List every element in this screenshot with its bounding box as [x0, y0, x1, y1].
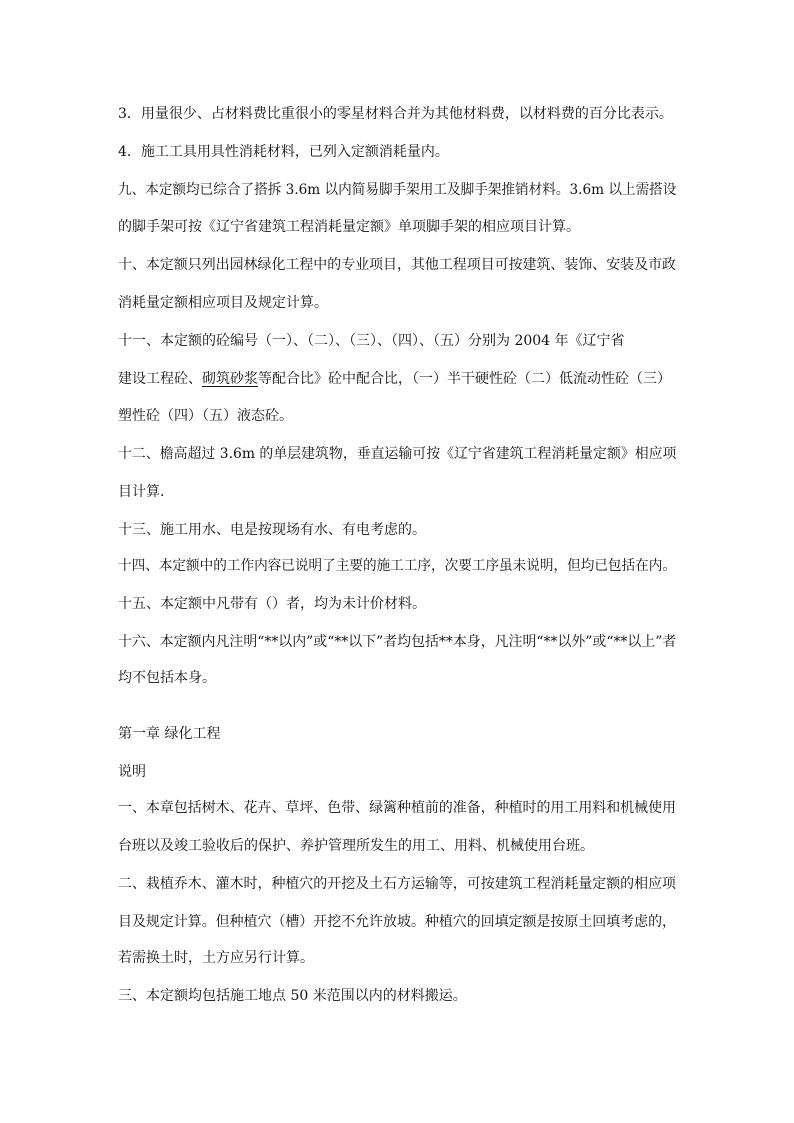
- paragraph-line: 3．用量很少、占材料费比重很小的零星材料合并为其他材料费，以材料费的百分比表示。: [118, 106, 673, 122]
- paragraph-line: 十四、本定额中的工作内容已说明了主要的施工工序，次要工序虽未说明，但均已包括在内。: [118, 558, 676, 574]
- paragraph-line: 十二、檐高超过 3.6m 的单层建筑物，垂直运输可按《辽宁省建筑工程消耗量定额》相应项: [118, 446, 677, 462]
- paragraph-line: 二、栽植乔木、灌木时，种植穴的开挖及土石方运输等，可按建筑工程消耗量定额的相应项: [118, 876, 676, 892]
- text-segment: 建设工程砼、: [118, 371, 202, 387]
- paragraph-line: 消耗量定额相应项目及规定计算。: [118, 295, 328, 311]
- chapter-heading: 第一章 绿化工程: [118, 726, 221, 742]
- paragraph-line: 十、本定额只列出园林绿化工程中的专业项目，其他工程项目可按建筑、装饰、安装及市政: [118, 257, 676, 273]
- section-heading: 说明: [118, 764, 146, 780]
- paragraph-line: 塑性砼（四）（五）液态砼。: [118, 408, 293, 424]
- text-segment: 等配合比》砼中配合比，（一）半干硬性砼（二）低流动性砼（三）: [258, 371, 671, 387]
- paragraph-line: [118, 369, 671, 389]
- paragraph-line: 一、本章包括树木、花卉、草坪、色带、绿篱种植前的准备，种植时的用工用料和机械使用: [118, 800, 676, 816]
- paragraph-line: 三、本定额均包括施工地点 50 米范围以内的材料搬运。: [118, 988, 467, 1004]
- paragraph-line: 十一、本定额的砼编号（一）、（二）、（三）、（四）、（五）分别为 2004 年《辽宁省: [118, 333, 625, 349]
- paragraph-line: 4．施工工具用具性消耗材料，已列入定额消耗量内。: [118, 144, 449, 160]
- paragraph-line: 十三、施工用水、电是按现场有水、有电考虑的。: [118, 522, 426, 538]
- underlined-term: 砌筑砂浆: [202, 371, 258, 387]
- paragraph-line: 的脚手架可按《辽宁省建筑工程消耗量定额》单项脚手架的相应项目计算。: [118, 219, 580, 235]
- paragraph-line: 十六、本定额内凡注明“**以内”或“**以下”者均包括**本身，凡注明“**以外”或“**以上”者: [118, 634, 677, 650]
- paragraph-line: 九、本定额均已综合了搭拆 3.6m 以内简易脚手架用工及脚手架推销材料。3.6m 以上需搭设: [118, 182, 677, 198]
- paragraph-line: 目计算.: [118, 484, 165, 500]
- paragraph-line: 目及规定计算。但种植穴（槽）开挖不允许放坡。种植穴的回填定额是按原土回填考虑的，: [118, 914, 676, 930]
- paragraph-line: 若需换土时，土方应另行计算。: [118, 950, 314, 966]
- paragraph-line: 十五、本定额中凡带有（）者，均为未计价材料。: [118, 596, 426, 612]
- paragraph-line: 均不包括本身。: [118, 670, 216, 686]
- paragraph-line: 台班以及竣工验收后的保护、养护管理所发生的用工、用料、机械使用台班。: [118, 838, 594, 854]
